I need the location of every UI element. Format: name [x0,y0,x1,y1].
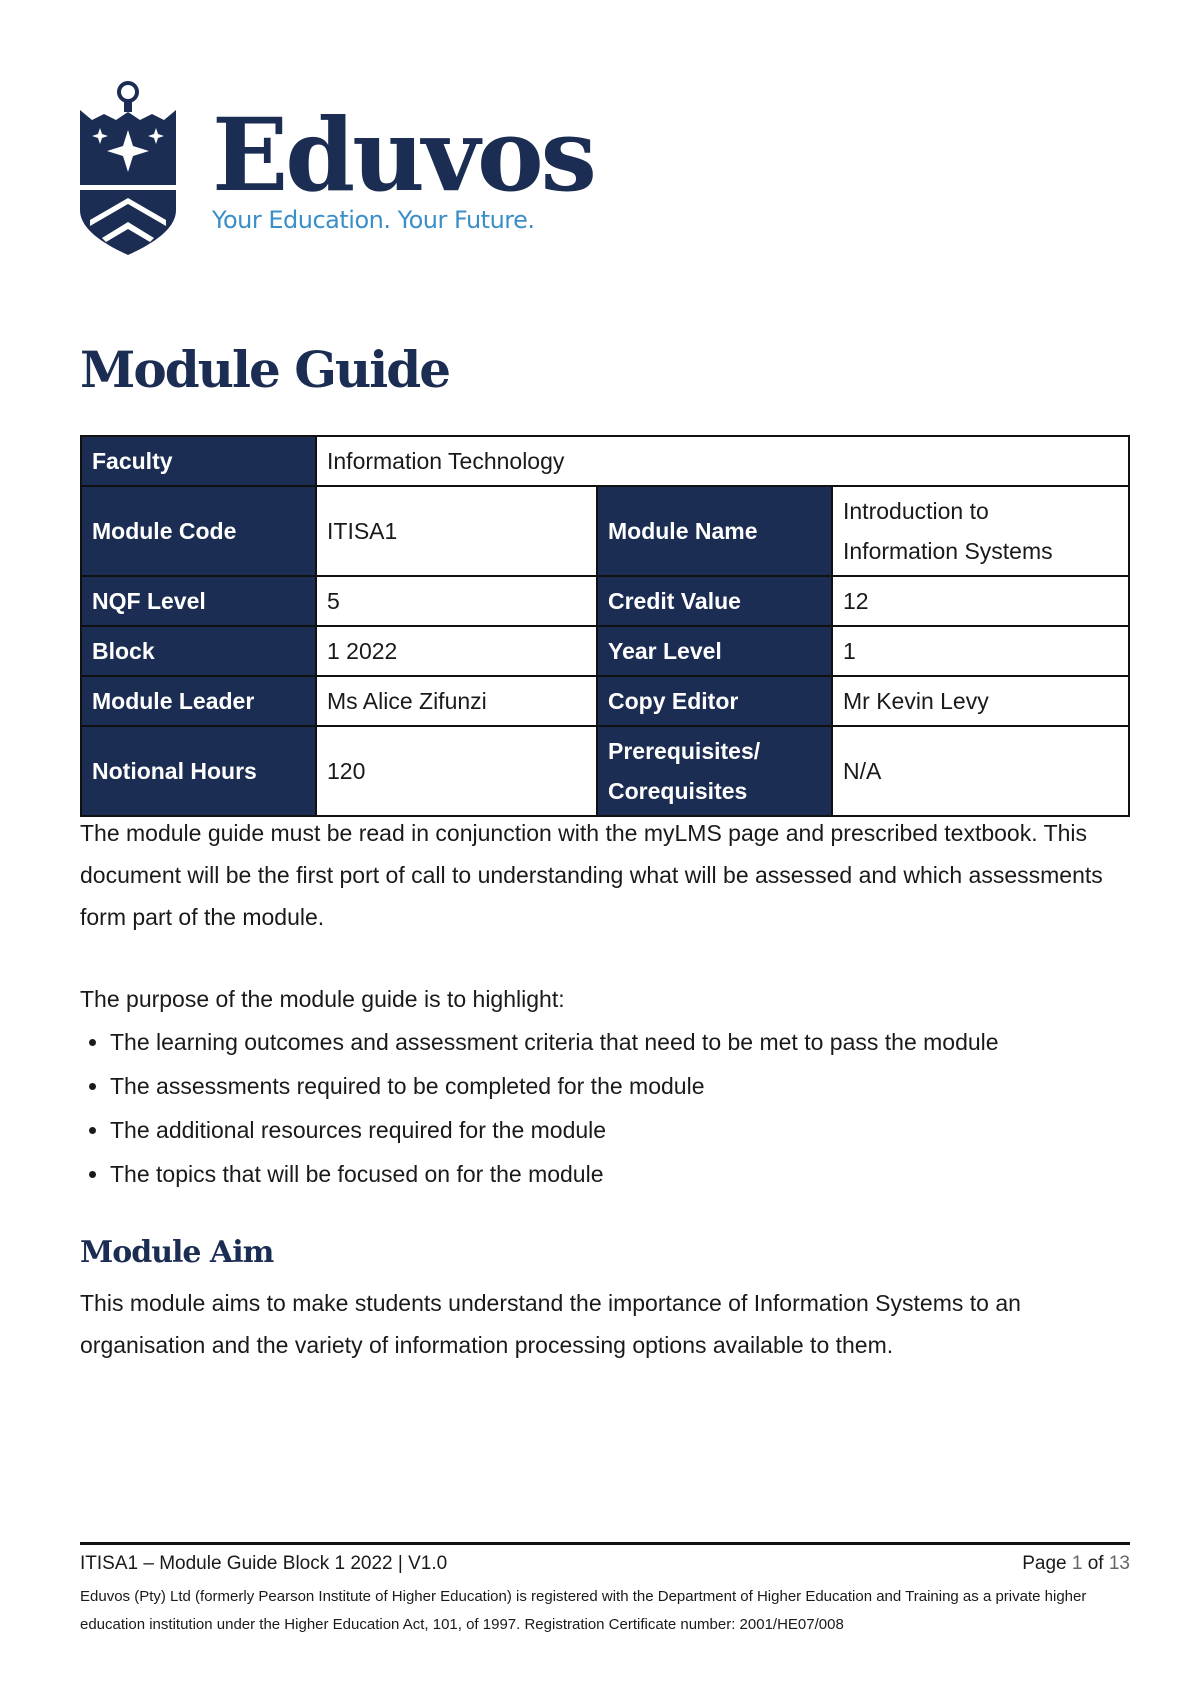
page-total: 13 [1108,1553,1130,1574]
module-aim-text: This module aims to make students understand the importance of Information Systems to an organisation and the variety of information processing options available to them. [80,1290,1021,1358]
purpose-heading: The purpose of the module guide is to highlight: [80,986,565,1012]
module-code-label: Module Code [81,486,316,576]
table-row [81,626,1129,676]
table-row [81,576,1129,626]
list-item: • The additional resources required for the module [110,1108,1130,1152]
credit-value-label: Credit Value [597,576,832,626]
table-row [81,436,1129,486]
block-value: 1 2022 [316,626,597,676]
module-leader-label: Module Leader [81,676,316,726]
list-item: • The topics that will be focused on for the module [110,1152,1130,1196]
module-name-line2: Information Systems [843,538,1053,564]
year-level-value: 1 [832,626,1129,676]
module-name-label: Module Name [597,486,832,576]
footer-doc-id: ITISA1 – Module Guide Block 1 2022 | V1.0 [80,1553,448,1574]
prerequisites-label [597,726,832,816]
module-code-value: ITISA1 [316,486,597,576]
page-word: Page [1022,1553,1067,1574]
prerequisites-label-line2: Corequisites [608,778,748,804]
year-level-label: Year Level [597,626,832,676]
credit-value-value: 12 [832,576,1129,626]
shield-crest-icon [80,80,176,260]
nqf-level-value: 5 [316,576,597,626]
brand-name: Eduvos [212,96,594,214]
copy-editor-value: Mr Kevin Levy [832,676,1129,726]
purpose-list [80,1020,1130,1196]
brand-tagline: Your Education. Your Future. [212,206,535,234]
page-of: of [1087,1553,1104,1574]
list-item: • The assessments required to be completed for the module [110,1064,1130,1108]
notional-hours-label: Notional Hours [81,726,316,816]
faculty-label: Faculty [81,436,316,486]
block-label: Block [81,626,316,676]
notional-hours-value: 120 [316,726,597,816]
prerequisites-label-line1: Prerequisites/ [608,738,761,764]
nqf-level-label: NQF Level [81,576,316,626]
table-row [81,486,1129,576]
list-item: • The learning outcomes and assessment criteria that need to be met to pass the module [110,1020,1130,1064]
module-info-table [80,435,1130,817]
logo [80,80,594,260]
page-number [1022,1549,1130,1579]
page-footer [80,1542,1130,1639]
page-current: 1 [1071,1553,1083,1574]
table-row [81,676,1129,726]
table-row [81,726,1129,816]
faculty-value: Information Technology [316,436,1129,486]
module-aim-heading: Module Aim [80,1235,274,1270]
copy-editor-label: Copy Editor [597,676,832,726]
footer-legal-note: Eduvos (Pty) Ltd (formerly Pearson Institute of Higher Education) is registered with the Department of Higher Education and Training as a private higher education institution under the Higher Education Act, 101, of 1997. Registration Certificate number: 2001/HE07/008 [80,1588,1087,1633]
body-content [80,812,1130,1366]
intro-paragraph: The module guide must be read in conjunction with the myLMS page and prescribed textbook. This document will be the first port of call to understanding what will be assessed and which assessments form part of the module. [80,820,1103,930]
prerequisites-value: N/A [832,726,1129,816]
page-title: Module Guide [80,340,450,399]
module-leader-value: Ms Alice Zifunzi [316,676,597,726]
module-name-line1: Introduction to [843,498,989,524]
module-name-value [832,486,1129,576]
